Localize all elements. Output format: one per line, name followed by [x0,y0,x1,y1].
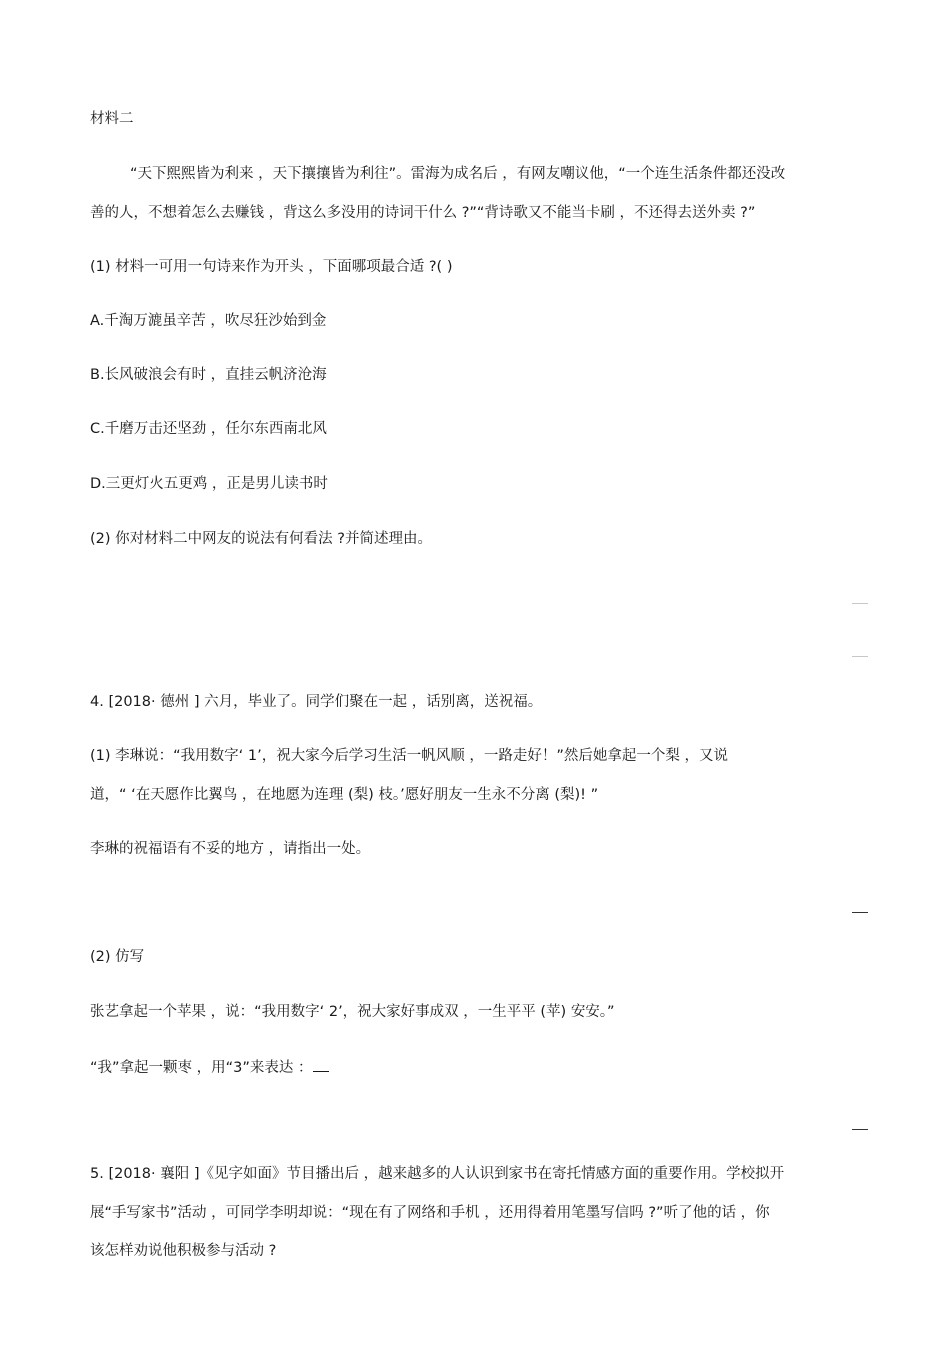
q4-sub-question-2: (2) 仿写 [90,949,145,965]
answer-rule [852,603,868,604]
answer-rule [852,656,868,657]
q4-sub1-line-2: 道，“ ‘在天愿作比翼鸟 ，在地愿为连理 (梨) 枝。’愿好朋友一生永不分离 (梨)! ” [90,787,599,803]
q3-sub-question-1: (1) 材料一可用一句诗来作为开头 ，下面哪项最合适 ?( ) [90,259,453,275]
answer-rule [852,912,868,913]
q3-option-b: B.长风破浪会有时 ，直挂云帆济沧海 [90,367,327,383]
q4-sub2-prompt: “我”拿起一颗枣 ，用“3”来表达 ： [90,1060,313,1076]
q4-sub2-example: 张艺拿起一个苹果 ，说：“我用数字‘ 2’，祝大家好事成双 ，一生平平 (苹) 安安。” [90,1004,615,1020]
material2-paragraph-line-1: “天下熙熙皆为利来 ，天下攘攘皆为利往”。雷海为成名后 ，有网友嘲议他，“一个连生活条件都还没改 [130,166,786,182]
q4-sub1-line-1: (1) 李琳说：“我用数字‘ 1’，祝大家今后学习生活一帆风顺 ，一路走好！”然后她拿起一个梨 ，又说 [90,748,728,764]
q3-sub-question-2: (2) 你对材料二中网友的说法有何看法 ?并简述理由。 [90,531,432,547]
material2-paragraph-line-2: 善的人，不想着怎么去赚钱 ，背这么多没用的诗词干什么 ?”“背诗歌又不能当卡刷 ，不还得去送外卖 ?” [90,205,756,221]
q5-line-2: 展“手写家书”活动 ，可同学李明却说：“现在有了网络和手机 ，还用得着用笔墨写信吗 ?”听了他的话 ，你 [90,1205,770,1221]
q3-option-a: A.千淘万漉虽辛苦 ，吹尽狂沙始到金 [90,313,327,329]
q3-option-d: D.三更灯火五更鸡 ，正是男儿读书时 [90,476,328,492]
answer-blank[interactable] [313,1057,329,1072]
q4-stem: 4. [2018· 德州 ] 六月，毕业了。同学们聚在一起 ，话别离，送祝福。 [90,694,543,710]
material2-heading: 材料二 [90,111,134,127]
q3-option-c: C.千磨万击还坚劲 ，任尔东西南北风 [90,421,327,437]
q5-line-1: 5. [2018· 襄阳 ]《见字如面》节目播出后 ，越来越多的人认识到家书在寄托情感方面的重要作用。学校拟开 [90,1166,785,1182]
q4-sub1-line-3: 李琳的祝福语有不妥的地方 ，请指出一处。 [90,841,371,857]
q5-line-3: 该怎样劝说他积极参与活动 ? [90,1243,277,1259]
q4-sub2-prompt-row [90,1057,329,1078]
answer-rule [852,1129,868,1130]
